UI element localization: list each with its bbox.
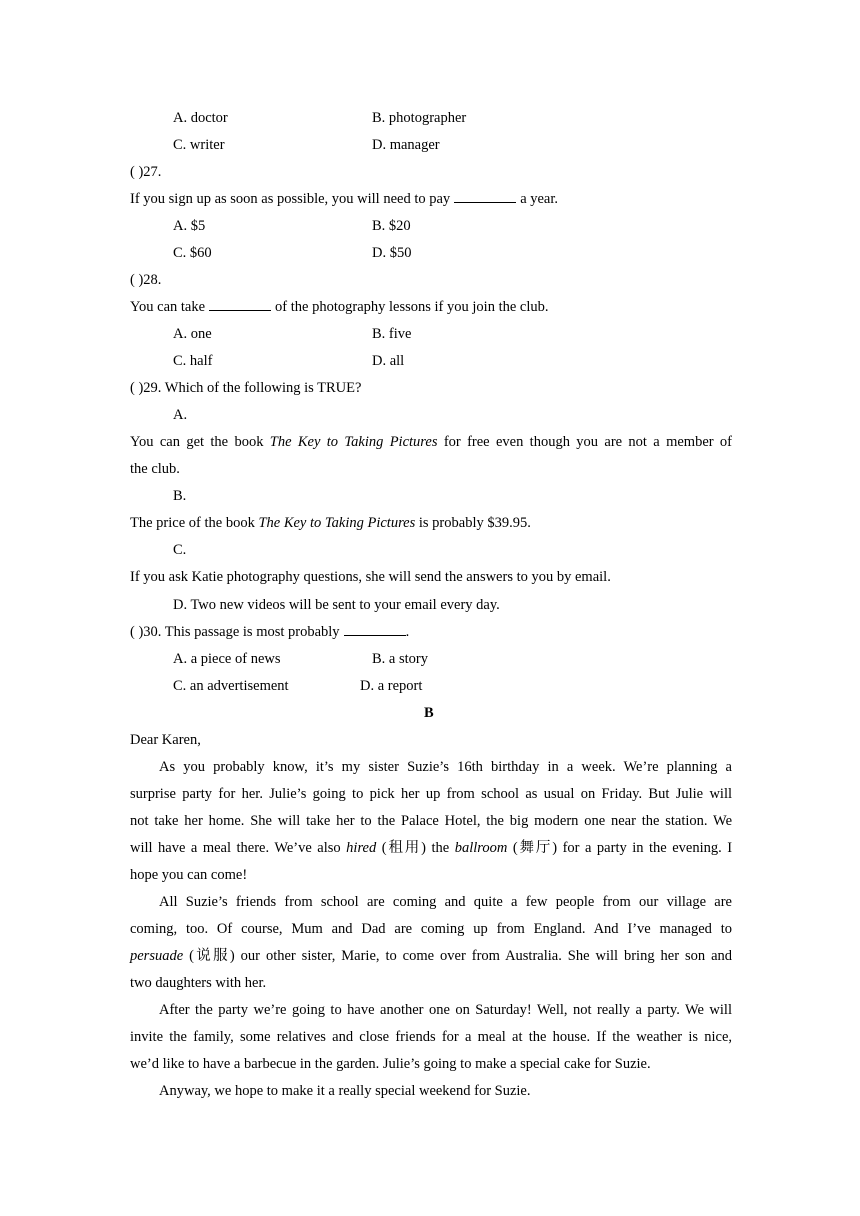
paragraph-1-line: surprise party for her. Julie’s going to pick her up from school as usual on Friday. But Julie will	[130, 786, 732, 802]
paragraph-3-line: After the party we’re going to have another one on Saturday! Well, not really a party. We will	[159, 1002, 732, 1018]
paragraph-4-line: Anyway, we hope to make it a really special weekend for Suzie.	[159, 1083, 531, 1099]
book-title: The Key to Taking Pictures	[258, 515, 416, 531]
paragraph-1-line: will have a meal there. We’ve also hired (租用) the ballroom (舞厅) for a party in the evening. I	[130, 840, 733, 856]
section-heading: B	[424, 705, 434, 721]
q28-option-b: B. five	[372, 326, 412, 342]
q27-stem-before: If you sign up as soon as possible, you will need to pay	[130, 191, 451, 207]
paragraph-1-line: As you probably know, it’s my sister Suzie’s 16th birthday in a week. We’re planning a	[159, 759, 732, 775]
q27-stem-after: a year.	[520, 191, 559, 207]
q28-stem	[130, 298, 549, 316]
q30-option-d: D. a report	[360, 678, 423, 694]
q28-option-a: A. one	[173, 326, 212, 342]
q30-option-a: A. a piece of news	[173, 651, 281, 667]
q27-option-a: A. $5	[173, 218, 206, 234]
q29-stem: ( )29. Which of the following is TRUE?	[130, 380, 362, 396]
paragraph-2-line: persuade (说服) our other sister, Marie, to come over from Australia. She will bring her son and	[130, 948, 733, 964]
q28-option-d: D. all	[372, 353, 405, 369]
q27-option-c: C. $60	[173, 245, 212, 261]
q26-option-a: A. doctor	[173, 110, 228, 126]
q28-answer-blank	[209, 298, 271, 311]
vocab-hired: hired	[346, 840, 377, 856]
q29-option-c-label: C.	[173, 542, 187, 558]
q30-option-b: B. a story	[372, 651, 428, 667]
q29-option-a-line2: the club.	[130, 461, 180, 477]
q27-answer-blank	[454, 190, 516, 203]
paragraph-3-line: we’d like to have a barbecue in the garden. Julie’s going to make a special cake for Suzie.	[130, 1056, 651, 1072]
q30-option-c: C. an advertisement	[173, 678, 289, 694]
q29-option-c-text: If you ask Katie photography questions, she will send the answers to you by email.	[130, 569, 611, 585]
q26-option-b: B. photographer	[372, 110, 467, 126]
paragraph-2-line: coming, too. Of course, Mum and Dad are coming up from England. And I’ve managed to	[130, 921, 732, 937]
paragraph-1-line: not take her home. She will take her to the Palace Hotel, the big modern one near the station. We	[130, 813, 732, 829]
q28-number: ( )28.	[130, 272, 162, 288]
book-title: The Key to Taking Pictures	[269, 434, 438, 450]
q30-stem: ( )30. This passage is most probably .	[130, 624, 410, 640]
q28-option-c: C. half	[173, 353, 213, 369]
vocab-persuade: persuade	[130, 948, 184, 964]
q29-option-d: D. Two new videos will be sent to your email every day.	[173, 597, 500, 613]
letter-greeting: Dear Karen,	[130, 732, 201, 748]
paragraph-2-line: All Suzie’s friends from school are coming and quite a few people from our village are	[159, 894, 732, 910]
vocab-ballroom: ballroom	[454, 840, 508, 856]
q28-stem-after: of the photography lessons if you join the club.	[275, 299, 549, 315]
q29-option-b-text: The price of the book The Key to Taking Pictures is probably $39.95.	[130, 515, 531, 531]
paragraph-3-line: invite the family, some relatives and close friends for a meal at the house. If the weather is nice,	[130, 1029, 732, 1045]
q27-option-d: D. $50	[372, 245, 412, 261]
q27-option-b: B. $20	[372, 218, 411, 234]
q26-option-d: D. manager	[372, 137, 440, 153]
q29-option-b-label: B.	[173, 488, 187, 504]
q29-option-a-label: A.	[173, 407, 188, 423]
q30-answer-blank	[344, 623, 406, 636]
q29-option-a-line1: You can get the book The Key to Taking Pictures for free even though you are not a member of	[130, 434, 733, 450]
q28-stem-before: You can take	[130, 299, 206, 315]
q26-option-c: C. writer	[173, 137, 225, 153]
paragraph-2-line: two daughters with her.	[130, 975, 267, 991]
paragraph-1-line: hope you can come!	[130, 867, 248, 883]
q27-stem	[130, 190, 558, 208]
q27-number: ( )27.	[130, 164, 162, 180]
